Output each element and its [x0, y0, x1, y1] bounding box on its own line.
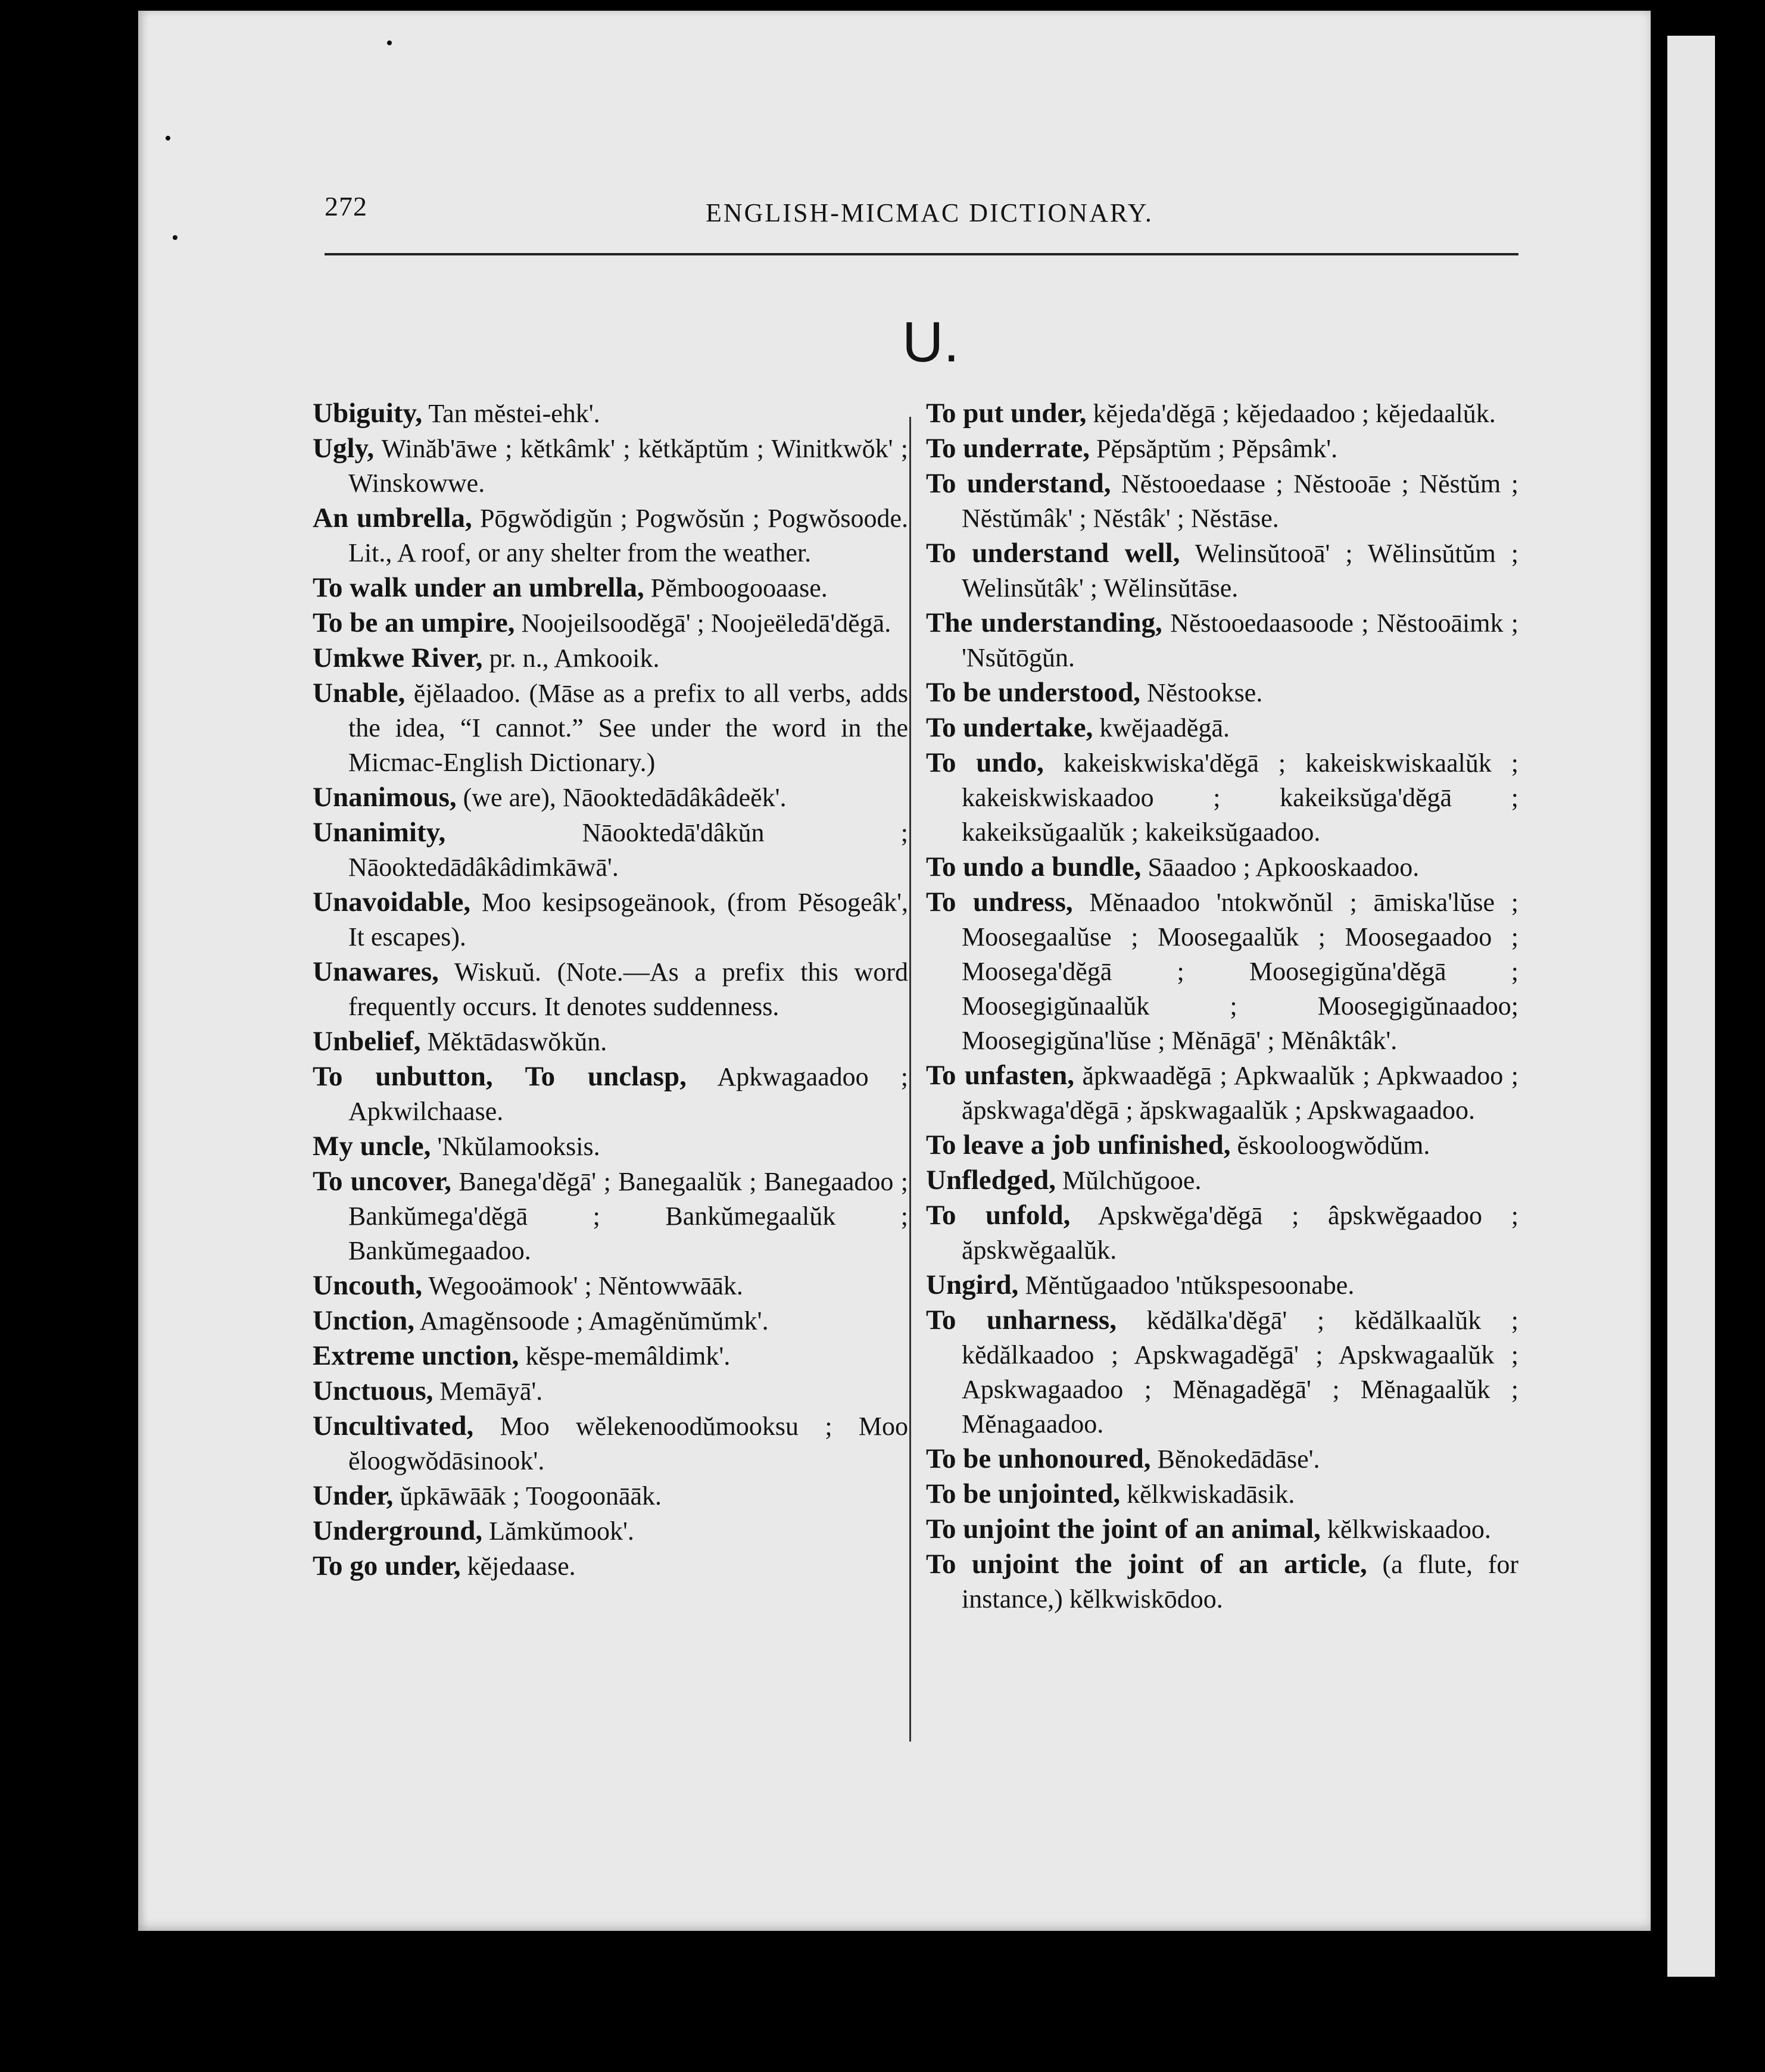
dictionary-entry — [313, 606, 908, 641]
entry-headword: To unjoint the joint of an animal, — [926, 1514, 1321, 1544]
dictionary-entry — [313, 815, 908, 885]
entry-translation: Winăb'āwe ; kĕtkâmk' ; kĕtkăptŭm ; Winitkwŏk' ; Winskowwe. — [348, 434, 908, 498]
entry-translation: Pōgwŏdigŭn ; Pogwŏsŭn ; Pogwŏsoode. Lit., A roof, or any shelter from the weather. — [348, 504, 908, 567]
entry-headword: To understand, — [926, 468, 1111, 499]
entry-headword: To underrate, — [926, 433, 1090, 464]
entry-translation: Mĕntŭgaadoo 'ntŭkspesoonabe. — [1025, 1271, 1355, 1300]
dictionary-entry — [313, 396, 908, 431]
entry-headword: Uncultivated, — [313, 1411, 474, 1441]
entry-headword: To be unhonoured, — [926, 1443, 1151, 1474]
entry-headword: Ungird, — [926, 1269, 1019, 1300]
dictionary-entry — [926, 1163, 1518, 1198]
entry-translation: Nĕstooedaasoode ; Nĕstooāimk ; 'Nsŭtōgŭn. — [962, 609, 1519, 672]
entry-translation: Tan mĕstei-ehk'. — [428, 399, 600, 428]
entry-headword: To unharness, — [926, 1305, 1117, 1335]
entry-translation: ĕjĕlaadoo. (Māse as a prefix to all verbs, adds the idea, “I cannot.” See under the word in the Micmac-English Dictionary.) — [348, 679, 908, 777]
dictionary-entry — [313, 641, 908, 676]
dictionary-entry — [313, 1549, 908, 1584]
entry-headword: To unfasten, — [926, 1060, 1074, 1091]
dictionary-entry — [313, 676, 908, 780]
entry-translation: 'Nkŭlamooksis. — [437, 1132, 600, 1161]
section-letter: U. — [902, 310, 959, 374]
entry-translation: Mŭlchŭgooe. — [1062, 1166, 1202, 1195]
entry-headword: Unavoidable, — [313, 887, 471, 918]
page-number: 272 — [325, 191, 367, 221]
entry-headword: Unctuous, — [313, 1375, 434, 1406]
entry-translation: Pĕmboogooaase. — [650, 573, 828, 603]
entry-headword: Under, — [313, 1480, 394, 1511]
dictionary-entry — [926, 1058, 1518, 1128]
entry-headword: Unbelief, — [313, 1026, 421, 1057]
dust-speck — [166, 136, 170, 141]
entry-translation: Mĕktādaswŏkŭn. — [427, 1027, 607, 1056]
dictionary-entry — [313, 1514, 908, 1549]
dictionary-entry — [313, 885, 908, 954]
entry-headword: Ubiguity, — [313, 398, 423, 429]
entry-translation: ĕskooloogwŏdŭm. — [1237, 1131, 1430, 1160]
entry-translation: Moo wĕlekenoodŭmooksu ; Moo ĕloogwŏdāsinook'. — [348, 1412, 909, 1475]
dictionary-entry — [926, 710, 1518, 745]
dictionary-entry — [926, 1198, 1518, 1268]
entry-translation: kĕdălka'dĕgā' ; kĕdălkaalŭk ; kĕdălkaadoo ; Apskwagadĕgā' ; Apskwagaalŭk ; Apskwagaadoo ; Mĕnagadĕgā' ; Mĕnagaalŭk ; Mĕnagaadoo. — [962, 1306, 1518, 1438]
dictionary-entry — [926, 466, 1518, 536]
right-column — [926, 396, 1518, 1617]
dictionary-entry — [313, 1129, 908, 1164]
entry-translation: Mĕnaadoo 'ntokwŏnŭl ; āmiska'lŭse ; Moosegaalŭse ; Moosegaalŭk ; Moosegaadoo ; Moosega'dĕgā ; Moosegigŭna'dĕgā ; Moosegigŭnaalŭk ; Moosegigŭnaadoo; Moosegigŭna'lŭse ; Mĕnāgā' ; Mĕnâktâk'. — [962, 888, 1519, 1055]
entry-headword: Underground, — [313, 1515, 483, 1546]
dictionary-entry — [313, 1409, 908, 1478]
entry-headword: Unction, — [313, 1305, 415, 1336]
dictionary-entry — [926, 675, 1518, 710]
dictionary-entry — [313, 1164, 908, 1268]
entry-headword: To unfold, — [926, 1200, 1071, 1231]
dictionary-entry — [926, 1268, 1518, 1303]
entry-headword: To undo, — [926, 747, 1044, 778]
entry-translation: kĕjedaase. — [467, 1552, 576, 1581]
entry-translation: kwĕjaadĕgā. — [1099, 713, 1230, 742]
entry-translation: pr. n., Amkooik. — [489, 644, 660, 673]
entry-translation: Nĕstookse. — [1147, 678, 1263, 707]
entry-translation: Memāyā'. — [439, 1377, 543, 1406]
entry-headword: To be understood, — [926, 677, 1141, 708]
entry-headword: Umkwe River, — [313, 642, 483, 673]
dictionary-entry — [313, 954, 908, 1024]
entry-headword: To go under, — [313, 1550, 461, 1581]
dictionary-entry — [313, 1478, 908, 1514]
entry-translation: Nāooktedā'dâkŭn ; Nāooktedādâkâdimkāwā'. — [348, 818, 908, 882]
entry-translation: Nĕstooedaase ; Nĕstooāe ; Nĕstŭm ; Nĕstŭmâk' ; Nĕstâk' ; Nĕstāse. — [962, 469, 1518, 533]
entry-headword: Unanimity, — [313, 817, 446, 848]
entry-headword: Unable, — [313, 678, 406, 709]
entry-translation: Banega'dĕgā' ; Banegaalŭk ; Banegaadoo ; Bankŭmega'dĕgā ; Bankŭmegaalŭk ; Bankŭmegaadoo. — [348, 1167, 908, 1265]
entry-headword: The understanding, — [926, 607, 1162, 638]
dictionary-entry — [926, 1512, 1518, 1547]
entry-headword: Unawares, — [313, 956, 439, 987]
entry-headword: To be unjointed, — [926, 1478, 1121, 1509]
entry-translation: Apskwĕga'dĕgā ; âpskwĕgaadoo ; ăpskwĕgaalŭk. — [962, 1201, 1518, 1265]
dictionary-entry — [926, 606, 1518, 675]
entry-translation: Pĕpsăptŭm ; Pĕpsâmk'. — [1096, 434, 1338, 463]
entry-headword: Unfledged, — [926, 1165, 1056, 1196]
facing-page-edge — [1667, 36, 1715, 1977]
entry-headword: An umbrella, — [313, 503, 472, 533]
entry-headword: To undress, — [926, 887, 1073, 918]
dictionary-entry — [926, 1477, 1518, 1512]
entry-translation: kĕjeda'dĕgā ; kĕjedaadoo ; kĕjedaalŭk. — [1093, 399, 1496, 428]
dictionary-entry — [313, 431, 908, 501]
entry-headword: Uncouth, — [313, 1270, 423, 1301]
entry-translation: Lămkŭmook'. — [489, 1516, 634, 1546]
entry-headword: To be an umpire, — [313, 607, 515, 638]
page-header — [325, 191, 1521, 238]
entry-headword: To undo a bundle, — [926, 851, 1142, 882]
dictionary-entry — [313, 1059, 908, 1129]
dictionary-entry — [926, 431, 1518, 466]
entry-translation: Bĕnokedādāse'. — [1157, 1444, 1320, 1474]
dictionary-entry — [926, 745, 1518, 850]
dust-speck — [173, 235, 177, 240]
entry-translation: Noojeilsoodĕgā' ; Noojeëledā'dĕgā. — [521, 609, 891, 638]
entry-headword: Extreme unction, — [313, 1340, 519, 1371]
entry-headword: To undertake, — [926, 712, 1093, 743]
running-title: ENGLISH-MICMAC DICTIONARY. — [706, 198, 1153, 227]
entry-headword: Unanimous, — [313, 782, 457, 813]
dictionary-entry — [313, 570, 908, 606]
entry-translation: kĕspe-memâldimk'. — [525, 1341, 731, 1371]
entry-headword: To unbutton, To unclasp, — [313, 1061, 687, 1092]
dictionary-entry — [313, 1374, 908, 1409]
column-divider — [909, 417, 911, 1742]
dictionary-entry — [926, 1441, 1518, 1477]
entry-translation: kakeiskwiska'dĕgā ; kakeiskwiskaalŭk ; kakeiskwiskaadoo ; kakeiksŭga'dĕgā ; kakeiksŭgaalŭk ; kakeiksŭgaadoo. — [962, 748, 1519, 847]
dictionary-entry — [926, 536, 1518, 606]
entry-translation: kĕlkwiskaadoo. — [1327, 1515, 1491, 1544]
entry-translation: Apkwagaadoo ; Apkwilchaase. — [348, 1062, 908, 1126]
entry-translation: ăpkwaadĕgā ; Apkwaalŭk ; Apkwaadoo ; ăpskwaga'dĕgā ; ăpskwagaalŭk ; Apskwagaadoo. — [962, 1061, 1519, 1125]
dictionary-entry — [313, 780, 908, 815]
entry-translation: (a flute, for instance,) kĕlkwiskōdoo. — [962, 1550, 1519, 1614]
dictionary-entry — [926, 1303, 1518, 1441]
entry-headword: To put under, — [926, 398, 1087, 429]
entry-translation: Amagĕnsoode ; Amagĕnŭmŭmk'. — [419, 1306, 769, 1335]
entry-translation: (we are), Nāooktedādâkâdeĕk'. — [463, 783, 787, 812]
dictionary-entry — [926, 885, 1518, 1058]
entry-translation: Wegooämook' ; Nĕntowwāāk. — [428, 1271, 743, 1300]
header-rule — [325, 253, 1518, 255]
entry-translation: Moo kesipsogeänook, (from Pĕsogeâk', It escapes). — [348, 888, 908, 951]
dictionary-entry — [926, 850, 1518, 885]
entry-headword: To uncover, — [313, 1166, 451, 1197]
entry-headword: To walk under an umbrella, — [313, 572, 644, 603]
dictionary-entry — [926, 396, 1518, 431]
dictionary-entry — [926, 1547, 1518, 1617]
dictionary-entry — [313, 501, 908, 570]
entry-translation: ŭpkāwāāk ; Toogoonāāk. — [400, 1481, 662, 1511]
entry-translation: kĕlkwiskadāsik. — [1127, 1480, 1295, 1509]
entry-headword: To understand well, — [926, 538, 1180, 569]
dictionary-entry — [313, 1303, 908, 1338]
dictionary-entry — [313, 1024, 908, 1059]
entry-headword: Ugly, — [313, 433, 375, 464]
entry-translation: Wiskuŭ. (Note.—As a prefix this word frequently occurs. It denotes suddenness. — [348, 957, 908, 1021]
entry-headword: To leave a job unfinished, — [926, 1129, 1231, 1160]
entry-headword: My uncle, — [313, 1131, 431, 1162]
dictionary-entry — [313, 1268, 908, 1303]
entry-translation: Welinsŭtooā' ; Wĕlinsŭtŭm ; Welinsŭtâk' ; Wĕlinsŭtāse. — [962, 539, 1518, 603]
left-column — [313, 396, 908, 1584]
dictionary-entry — [313, 1338, 908, 1374]
entry-headword: To unjoint the joint of an article, — [926, 1549, 1367, 1580]
dust-speck — [387, 40, 392, 45]
entry-translation: Sāaadoo ; Apkooskaadoo. — [1147, 853, 1420, 882]
dictionary-entry — [926, 1128, 1518, 1163]
